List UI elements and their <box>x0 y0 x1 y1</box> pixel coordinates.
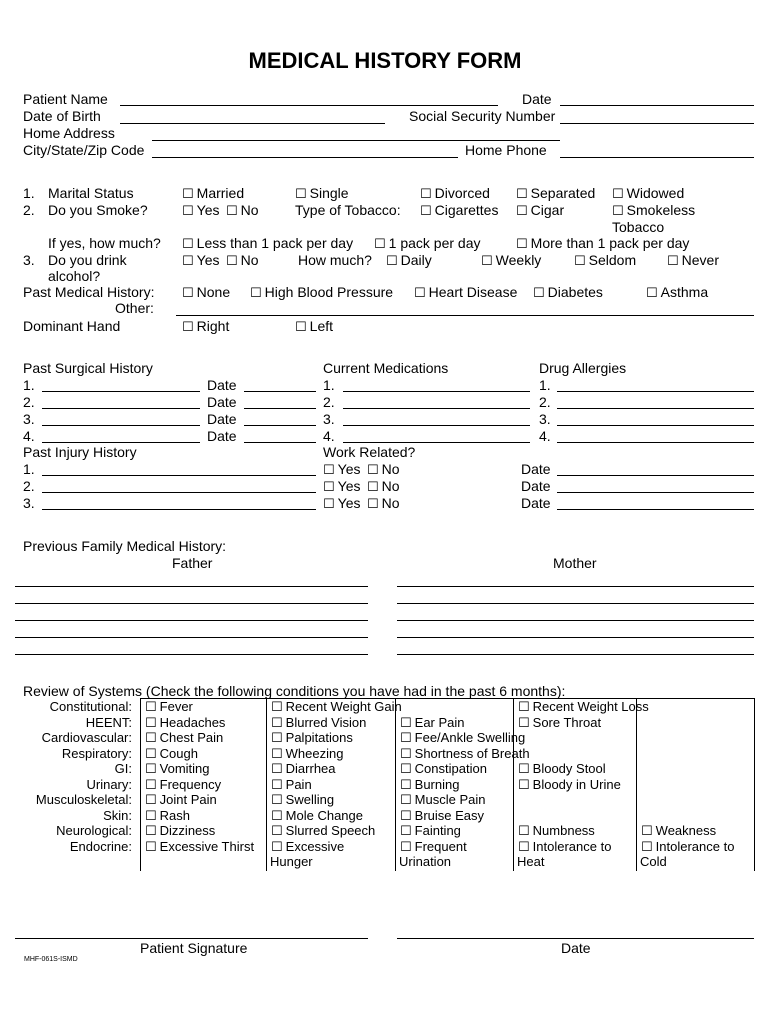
surgical-date-field[interactable] <box>244 408 316 409</box>
ros-condition-checkbox[interactable]: ☐ Constipation <box>400 761 487 777</box>
ros-row-label: Skin: <box>103 807 132 823</box>
injury-date-label: Date <box>521 478 551 494</box>
tobacco-smokeless-checkbox[interactable]: ☐ Smokeless <box>612 202 695 220</box>
marital-married-checkbox[interactable]: ☐ Married <box>182 185 244 203</box>
medication-field[interactable] <box>343 442 530 443</box>
ros-condition-cont: Cold <box>640 854 667 869</box>
ros-condition-checkbox[interactable]: ☐ Frequent <box>400 839 467 855</box>
surgical-date-field[interactable] <box>244 442 316 443</box>
work-no-checkbox[interactable]: ☐ No <box>367 495 400 513</box>
date-label: Date <box>522 91 552 107</box>
ros-condition-checkbox[interactable]: ☐ Diarrhea <box>271 761 336 777</box>
alcohol-how-much-label: How much? <box>298 252 372 268</box>
ros-condition-checkbox[interactable]: ☐ Recent Weight Gain <box>271 699 402 715</box>
ros-condition-checkbox[interactable]: ☐ Swelling <box>271 792 334 808</box>
injury-date-field[interactable] <box>557 475 754 476</box>
injury-field[interactable] <box>42 475 316 476</box>
hand-right-checkbox[interactable]: ☐ Right <box>182 318 229 336</box>
allergy-field[interactable] <box>557 442 754 443</box>
ros-row-label: Neurological: <box>56 823 132 838</box>
ros-condition-checkbox[interactable]: ☐ Chest Pain <box>145 730 223 746</box>
injury-num: 1. <box>23 461 35 477</box>
alcohol-never-checkbox[interactable]: ☐ Never <box>667 252 719 270</box>
pmh-other-field[interactable] <box>176 315 754 316</box>
signature-field[interactable] <box>15 938 368 939</box>
surgical-date-label: Date <box>207 428 237 444</box>
ros-condition-checkbox[interactable]: ☐ Muscle Pain <box>400 792 485 808</box>
signature-date-label: Date <box>561 940 591 956</box>
ros-condition-checkbox[interactable]: ☐ Weakness <box>641 823 716 839</box>
phone-label: Home Phone <box>465 142 547 158</box>
q2-number: 2. <box>23 202 35 218</box>
signature-date-field[interactable] <box>397 938 754 939</box>
phone-field[interactable] <box>560 157 754 158</box>
allergies-title: Drug Allergies <box>539 360 627 376</box>
ros-condition-checkbox[interactable]: ☐ Cough <box>145 746 198 762</box>
ros-condition-checkbox[interactable]: ☐ Pain <box>271 777 312 793</box>
surgical-title: Past Surgical History <box>23 360 153 376</box>
surgical-num: 3. <box>23 411 35 427</box>
ros-condition-checkbox[interactable]: ☐ Intolerance to <box>518 839 611 855</box>
mother-history-line[interactable] <box>397 637 754 638</box>
allergy-field[interactable] <box>557 391 754 392</box>
ros-grid-line <box>395 698 396 871</box>
ros-condition-checkbox[interactable]: ☐ Fee/Ankle Swelling <box>400 730 525 746</box>
ros-condition-cont: Urination <box>399 854 452 869</box>
marital-label: Marital Status <box>48 185 134 201</box>
pmh-none-checkbox[interactable]: ☐ None <box>182 284 230 302</box>
tobacco-cigarettes-checkbox[interactable]: ☐ Cigarettes <box>420 202 498 220</box>
csz-field[interactable] <box>152 157 458 158</box>
work-yes-checkbox[interactable]: ☐ Yes <box>323 495 361 513</box>
ros-condition-checkbox[interactable]: ☐ Burning <box>400 777 459 793</box>
alcohol-no-checkbox[interactable]: ☐ No <box>226 252 259 270</box>
work-yes-checkbox[interactable]: ☐ Yes <box>323 478 361 496</box>
ros-condition-checkbox[interactable]: ☐ Bloody Stool <box>518 761 606 777</box>
surgical-date-field[interactable] <box>244 391 316 392</box>
mother-history-line[interactable] <box>397 620 754 621</box>
ros-condition-checkbox[interactable]: ☐ Bruise Easy <box>400 808 484 824</box>
alcohol-label-cont: alcohol? <box>48 268 101 284</box>
ros-condition-cont: Hunger <box>270 854 313 869</box>
family-title: Previous Family Medical History: <box>23 538 227 554</box>
injury-num: 3. <box>23 495 35 511</box>
ssn-field[interactable] <box>560 123 754 124</box>
marital-separated-checkbox[interactable]: ☐ Separated <box>516 185 595 203</box>
ros-condition-checkbox[interactable]: ☐ Fainting <box>400 823 461 839</box>
ros-condition-checkbox[interactable]: ☐ Rash <box>145 808 190 824</box>
surgical-num: 1. <box>23 377 35 393</box>
ros-grid-line <box>636 698 637 871</box>
q1-number: 1. <box>23 185 35 201</box>
hand-left-checkbox[interactable]: ☐ Left <box>295 318 333 336</box>
surgical-field[interactable] <box>42 408 200 409</box>
medications-title: Current Medications <box>323 360 449 376</box>
ros-condition-checkbox[interactable]: ☐ Fever <box>145 699 193 715</box>
injury-title: Past Injury History <box>23 444 137 460</box>
patient-name-label: Patient Name <box>23 91 108 107</box>
work-no-checkbox[interactable]: ☐ No <box>367 478 400 496</box>
medication-field[interactable] <box>343 391 530 392</box>
address-field[interactable] <box>152 140 560 141</box>
tobacco-cont-label: Tobacco <box>612 219 665 235</box>
ros-condition-checkbox[interactable]: ☐ Sore Throat <box>518 715 601 731</box>
injury-date-label: Date <box>521 495 551 511</box>
ros-condition-checkbox[interactable]: ☐ Frequency <box>145 777 221 793</box>
marital-single-checkbox[interactable]: ☐ Single <box>295 185 349 203</box>
father-history-line[interactable] <box>15 620 368 621</box>
alcohol-seldom-checkbox[interactable]: ☐ Seldom <box>574 252 636 270</box>
ros-grid-line <box>513 698 514 871</box>
allergy-num: 4. <box>539 428 551 444</box>
surgical-field[interactable] <box>42 391 200 392</box>
allergy-field[interactable] <box>557 425 754 426</box>
footer-code: MHF-061S-ISMD <box>24 956 78 963</box>
pmh-label: Past Medical History: <box>23 284 155 300</box>
medication-num: 2. <box>323 394 335 410</box>
surgical-num: 4. <box>23 428 35 444</box>
ssn-label: Social Security Number <box>409 108 556 124</box>
ros-condition-checkbox[interactable]: ☐ Wheezing <box>271 746 343 762</box>
ros-row-label: Urinary: <box>86 776 132 792</box>
smoke-yes-checkbox[interactable]: ☐ Yes <box>182 202 220 220</box>
father-history-line[interactable] <box>15 637 368 638</box>
ros-condition-checkbox[interactable]: ☐ Blurred Vision <box>271 715 366 731</box>
ros-condition-checkbox[interactable]: ☐ Excessive <box>271 839 344 855</box>
surgical-date-field[interactable] <box>244 425 316 426</box>
allergy-num: 3. <box>539 411 551 427</box>
ros-condition-checkbox[interactable]: ☐ Ear Pain <box>400 715 465 731</box>
date-field[interactable] <box>560 105 754 106</box>
q3-number: 3. <box>23 252 35 268</box>
alcohol-weekly-checkbox[interactable]: ☐ Weekly <box>481 252 541 270</box>
work-related-label: Work Related? <box>323 444 416 460</box>
dob-label: Date of Birth <box>23 108 101 124</box>
smoke-label: Do you Smoke? <box>48 202 148 218</box>
pmh-heart-disease-checkbox[interactable]: ☐ Heart Disease <box>414 284 517 302</box>
ros-row-label: HEENT: <box>85 714 132 730</box>
ros-grid-line <box>754 698 755 871</box>
allergy-num: 1. <box>539 377 551 393</box>
ros-condition-checkbox[interactable]: ☐ Shortness of Breath <box>400 746 530 762</box>
more-than-1-pack-checkbox[interactable]: ☐ More than 1 pack per day <box>516 235 689 253</box>
ros-condition-cont: Heat <box>517 854 545 869</box>
injury-date-label: Date <box>521 461 551 477</box>
pmh-asthma-checkbox[interactable]: ☐ Asthma <box>646 284 708 302</box>
medication-field[interactable] <box>343 408 530 409</box>
ros-grid-line <box>266 698 267 871</box>
father-history-line[interactable] <box>15 654 368 655</box>
medication-num: 4. <box>323 428 335 444</box>
medication-field[interactable] <box>343 425 530 426</box>
surgical-date-label: Date <box>207 411 237 427</box>
ros-condition-checkbox[interactable]: ☐ Palpitations <box>271 730 353 746</box>
ros-condition-checkbox[interactable]: ☐ Joint Pain <box>145 792 217 808</box>
patient-name-field[interactable] <box>120 105 498 106</box>
alcohol-label: Do you drink <box>48 252 127 268</box>
address-label: Home Address <box>23 125 115 141</box>
ros-condition-checkbox[interactable]: ☐ Recent Weight Loss <box>518 699 649 715</box>
pmh-hbp-checkbox[interactable]: ☐ High Blood Pressure <box>250 284 393 302</box>
surgical-field[interactable] <box>42 442 200 443</box>
ros-row-label: Cardiovascular: <box>41 730 132 745</box>
dob-field[interactable] <box>120 123 385 124</box>
signature-label: Patient Signature <box>140 940 248 956</box>
medication-num: 3. <box>323 411 335 427</box>
1-pack-checkbox[interactable]: ☐ 1 pack per day <box>374 235 481 253</box>
mother-history-line[interactable] <box>397 654 754 655</box>
ros-grid-line <box>140 698 141 871</box>
pmh-diabetes-checkbox[interactable]: ☐ Diabetes <box>533 284 603 302</box>
ros-condition-checkbox[interactable]: ☐ Bloody in Urine <box>518 777 621 793</box>
mother-history-line[interactable] <box>397 603 754 604</box>
page-title: MEDICAL HISTORY FORM <box>248 48 522 73</box>
father-history-line[interactable] <box>15 603 368 604</box>
marital-widowed-checkbox[interactable]: ☐ Widowed <box>612 185 684 203</box>
ros-grid-line <box>140 698 754 699</box>
injury-date-field[interactable] <box>557 492 754 493</box>
ros-condition-checkbox[interactable]: ☐ Dizziness <box>145 823 215 839</box>
ros-row-label: GI: <box>114 761 132 776</box>
how-much-label: If yes, how much? <box>48 235 161 251</box>
alcohol-yes-checkbox[interactable]: ☐ Yes <box>182 252 220 270</box>
mother-history-line[interactable] <box>397 586 754 587</box>
injury-field[interactable] <box>42 492 316 493</box>
ros-row-label: Musculoskeletal: <box>35 792 132 807</box>
csz-label: City/State/Zip Code <box>23 142 145 158</box>
ros-condition-checkbox[interactable]: ☐ Excessive Thirst <box>145 839 254 855</box>
ros-condition-checkbox[interactable]: ☐ Mole Change <box>271 808 363 824</box>
pmh-other-label: Other: <box>115 300 154 316</box>
surgical-date-label: Date <box>207 377 237 393</box>
surgical-num: 2. <box>23 394 35 410</box>
alcohol-daily-checkbox[interactable]: ☐ Daily <box>386 252 432 270</box>
ros-row-label: Constitutional: <box>49 699 132 714</box>
allergy-field[interactable] <box>557 408 754 409</box>
work-no-checkbox[interactable]: ☐ No <box>367 461 400 479</box>
less-than-1-pack-checkbox[interactable]: ☐ Less than 1 pack per day <box>182 235 353 253</box>
ros-condition-checkbox[interactable]: ☐ Slurred Speech <box>271 823 375 839</box>
surgical-date-label: Date <box>207 394 237 410</box>
allergy-num: 2. <box>539 394 551 410</box>
father-label: Father <box>172 555 213 571</box>
dominant-hand-label: Dominant Hand <box>23 318 121 334</box>
mother-label: Mother <box>553 555 597 571</box>
ros-row-label: Endocrine: <box>69 838 132 854</box>
injury-field[interactable] <box>42 509 316 510</box>
ros-condition-checkbox[interactable]: ☐ Headaches <box>145 715 225 731</box>
ros-condition-checkbox[interactable]: ☐ Numbness <box>518 823 595 839</box>
ros-row-label: Respiratory: <box>61 745 132 761</box>
marital-divorced-checkbox[interactable]: ☐ Divorced <box>420 185 490 203</box>
ros-condition-checkbox[interactable]: ☐ Vomiting <box>145 761 210 777</box>
injury-date-field[interactable] <box>557 509 754 510</box>
ros-condition-checkbox[interactable]: ☐ Intolerance to <box>641 839 734 855</box>
tobacco-cigar-checkbox[interactable]: ☐ Cigar <box>516 202 564 220</box>
injury-num: 2. <box>23 478 35 494</box>
ros-title: Review of Systems (Check the following conditions you have had in the past 6 months): <box>23 683 566 699</box>
medication-num: 1. <box>323 377 335 393</box>
surgical-field[interactable] <box>42 425 200 426</box>
tobacco-type-label: Type of Tobacco: <box>295 202 401 218</box>
smoke-no-checkbox[interactable]: ☐ No <box>226 202 259 220</box>
work-yes-checkbox[interactable]: ☐ Yes <box>323 461 361 479</box>
father-history-line[interactable] <box>15 586 368 587</box>
